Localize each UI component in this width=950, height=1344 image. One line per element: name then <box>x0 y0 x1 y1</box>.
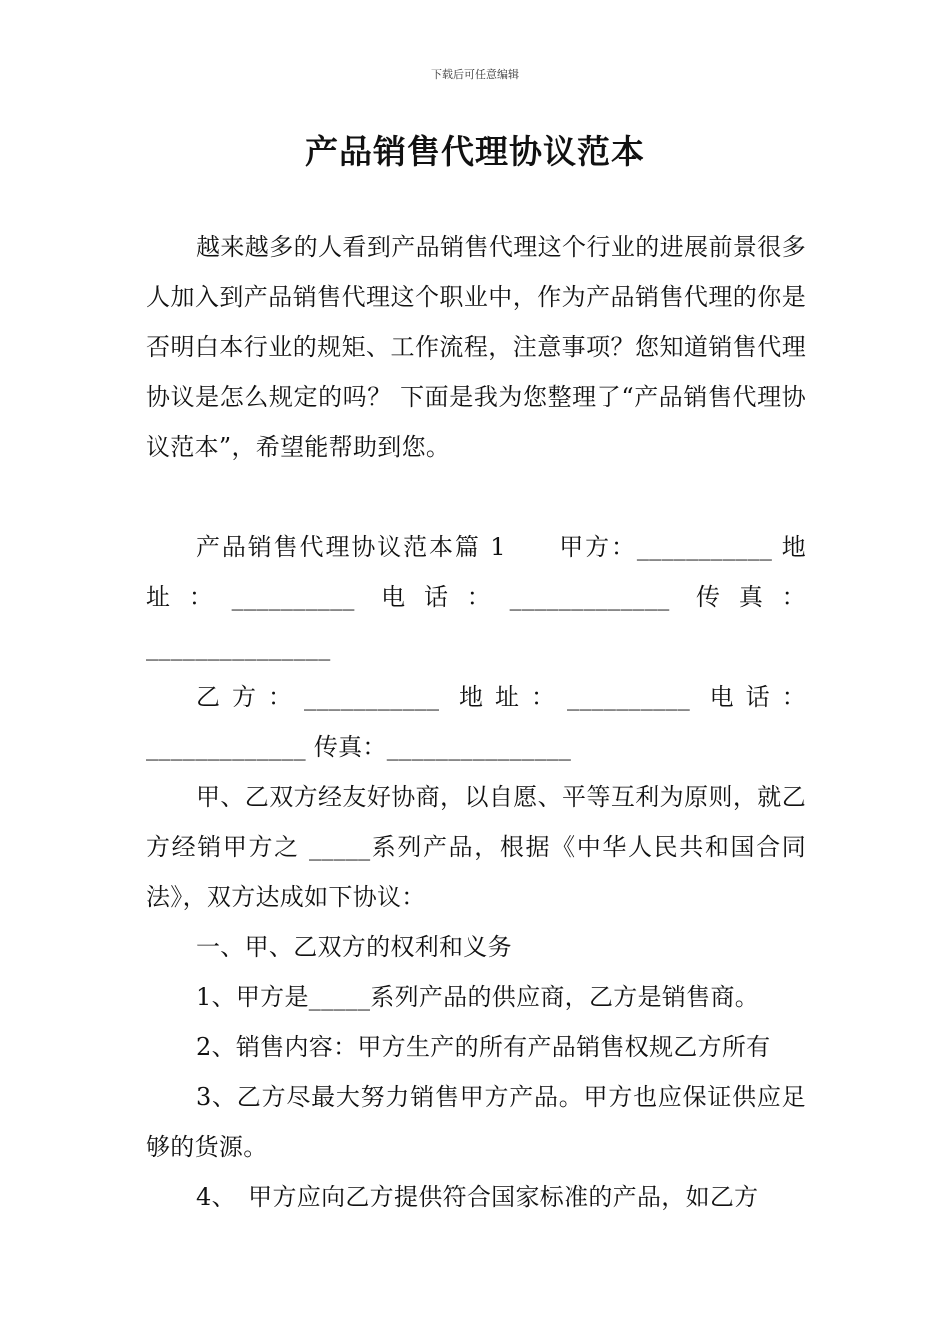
section-heading-1: 一、甲、乙双方的权利和义务 <box>196 933 512 961</box>
spacer <box>146 472 806 522</box>
intro-paragraph: 越来越多的人看到产品销售代理这个行业的进展前景很多人加入到产品销售代理这个职业中，作为产品销售代理的你是否明白本行业的规矩、工作流程，注意事项？您知道销售代理协议是怎么规定的吗？ 下面是我为您整理了“产品销售代理协议范本”，希望能帮助到您。 <box>146 233 806 461</box>
clause-2: 2、销售内容：甲方生产的所有产品销售权规乙方所有 <box>196 1033 771 1061</box>
clause-3: 3、乙方尽最大努力销售甲方产品。甲方也应保证供应足够的货源。 <box>146 1083 806 1161</box>
party-a-paragraph: 产品销售代理协议范本篇 1 甲方：___________ 地址：__________ 电话：_____________ 传真：_______________ <box>146 533 806 661</box>
preamble-paragraph: 甲、乙双方经友好协商，以自愿、平等互利为原则，就乙方经销甲方之 _____系列产品，根据《中华人民共和国合同法》，双方达成如下协议： <box>146 783 806 911</box>
clause-1: 1、甲方是_____系列产品的供应商，乙方是销售商。 <box>196 983 760 1011</box>
party-b-paragraph: 乙方：___________ 地址：__________ 电话：_____________ 传真：_______________ <box>146 683 806 761</box>
document-title: 产品销售代理协议范本 <box>305 132 645 171</box>
header-note: 下载后可任意编辑 <box>431 68 519 81</box>
document-body <box>146 222 806 1222</box>
clause-4: 4、 甲方应向乙方提供符合国家标准的产品，如乙方 <box>196 1183 759 1211</box>
